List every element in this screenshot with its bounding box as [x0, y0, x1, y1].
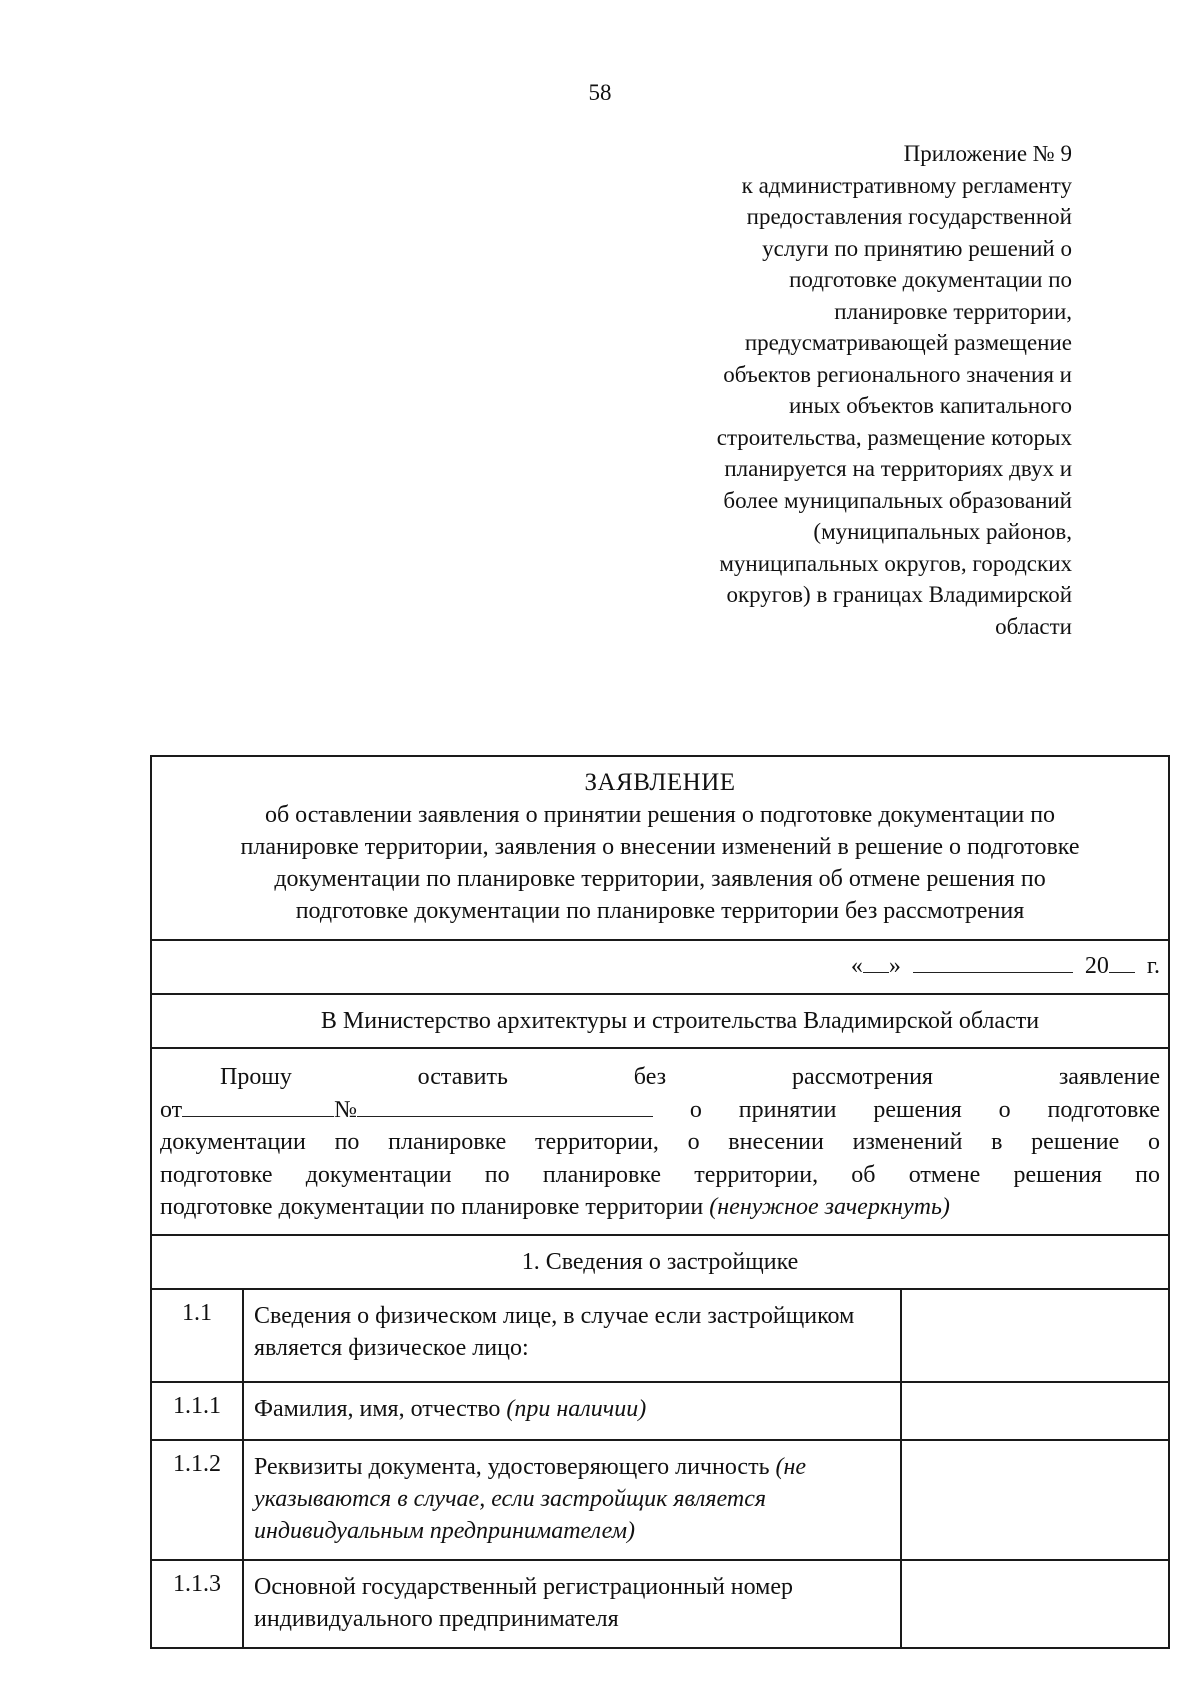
row-number: 1.1.2	[152, 1441, 244, 1559]
application-number-blank[interactable]	[357, 1096, 653, 1117]
year-blank[interactable]	[1109, 952, 1135, 973]
month-blank[interactable]	[913, 952, 1073, 973]
word: без	[633, 1064, 667, 1090]
row-number: 1.1	[152, 1290, 244, 1381]
form-description	[162, 799, 1158, 927]
word: принятии	[738, 1096, 837, 1123]
form-description-line: планировке территории, заявления о внесении изменений в решение о подготовке	[240, 834, 1080, 860]
form-title-block	[152, 757, 1168, 941]
row-value-cell[interactable]	[902, 1561, 1168, 1647]
word: Прошу	[220, 1064, 292, 1090]
date-line	[851, 952, 1160, 980]
developer-table	[152, 1290, 1168, 1647]
row-label-text: Фамилия, имя, отчество	[254, 1395, 501, 1422]
form-description-line: документации по планировке территории, заявления об отмене решения по	[274, 866, 1046, 892]
table-row	[152, 1561, 1168, 1647]
application-form	[150, 755, 1170, 1649]
word: подготовке	[1047, 1096, 1160, 1123]
row-value-cell[interactable]	[902, 1383, 1168, 1439]
form-description-line: подготовке документации по планировке территории без рассмотрения	[295, 898, 1025, 924]
request-line-4: подготовке документации по планировке территории, об отмене решения по	[160, 1161, 1160, 1188]
addressee: В Министерство архитектуры и строительства Владимирской области	[152, 995, 1168, 1049]
from-label: от	[160, 1096, 183, 1123]
word: о	[689, 1096, 702, 1123]
year-prefix: 20	[1084, 953, 1109, 979]
day-blank[interactable]	[863, 952, 889, 973]
appendix-line: Приложение № 9	[903, 141, 1072, 166]
request-line-2	[160, 1094, 1160, 1127]
row-label	[244, 1290, 902, 1381]
from-date-blank[interactable]	[182, 1096, 334, 1117]
appendix-line: объектов регионального значения и	[723, 361, 1072, 387]
row-note: (при наличии)	[506, 1395, 647, 1422]
word: рассмотрения	[791, 1064, 933, 1090]
request-line-3: документации по планировке территории, о внесении изменений в решение о	[160, 1129, 1160, 1155]
appendix-line: (муниципальных районов,	[813, 519, 1072, 544]
appendix-line: муниципальных округов, городских	[719, 550, 1072, 576]
word: заявление	[1058, 1064, 1160, 1090]
date-row	[152, 941, 1168, 995]
appendix-line: области	[995, 613, 1072, 639]
word: о	[998, 1096, 1011, 1123]
request-line-5	[160, 1191, 1160, 1224]
request-line-5-text: подготовке документации по планировке территории	[160, 1194, 704, 1220]
appendix-line: строительства, размещение которых	[716, 424, 1072, 450]
appendix-line: иных объектов капитального	[788, 393, 1072, 418]
date-close-quote: »	[888, 953, 901, 979]
row-label-text: Сведения о физическом лице, в случае если застройщиком является физическое лицо:	[254, 1302, 855, 1361]
appendix-line: подготовке документации по	[789, 267, 1072, 292]
table-row	[152, 1383, 1168, 1441]
appendix-line: планируется на территориях двух и	[724, 456, 1072, 481]
date-open-quote: «	[850, 953, 863, 979]
table-row	[152, 1441, 1168, 1561]
appendix-header	[717, 138, 1072, 642]
appendix-line: округов) в границах Владимирской	[726, 582, 1072, 607]
word: решения	[873, 1096, 962, 1123]
number-label: №	[334, 1096, 358, 1123]
form-description-line: об оставлении заявления о принятии решения о подготовке документации по	[264, 802, 1056, 828]
section-title: 1. Сведения о застройщике	[152, 1236, 1168, 1290]
appendix-line: к административному регламенту	[741, 172, 1072, 198]
row-label	[244, 1383, 902, 1439]
request-note: (ненужное зачеркнуть)	[709, 1194, 950, 1220]
row-note: (не указываются в случае, если застройщик является индивидуальным предпринимателем)	[254, 1453, 807, 1544]
appendix-line: более муниципальных образований	[723, 487, 1072, 513]
row-label	[244, 1561, 902, 1647]
year-suffix: г.	[1146, 953, 1160, 979]
appendix-line: предоставления государственной	[746, 204, 1072, 229]
row-number: 1.1.3	[152, 1561, 244, 1647]
request-text	[152, 1049, 1168, 1236]
row-label-text: Основной государственный регистрационный номер индивидуального предпринимателя	[254, 1573, 794, 1632]
appendix-line: планировке территории,	[834, 298, 1072, 324]
form-title: ЗАЯВЛЕНИЕ	[584, 769, 736, 796]
row-number: 1.1.1	[152, 1383, 244, 1439]
row-label	[244, 1441, 902, 1559]
appendix-line: услуги по принятию решений о	[762, 235, 1072, 261]
page-number: 58	[588, 80, 612, 105]
appendix-line: предусматривающей размещение	[744, 330, 1072, 355]
from-field-group	[160, 1094, 653, 1127]
table-row	[152, 1290, 1168, 1383]
request-line-1	[160, 1061, 1160, 1094]
row-label-text: Реквизиты документа, удостоверяющего личность	[254, 1453, 770, 1480]
row-value-cell[interactable]	[902, 1441, 1168, 1559]
word: оставить	[417, 1064, 508, 1090]
row-value-cell[interactable]	[902, 1290, 1168, 1381]
